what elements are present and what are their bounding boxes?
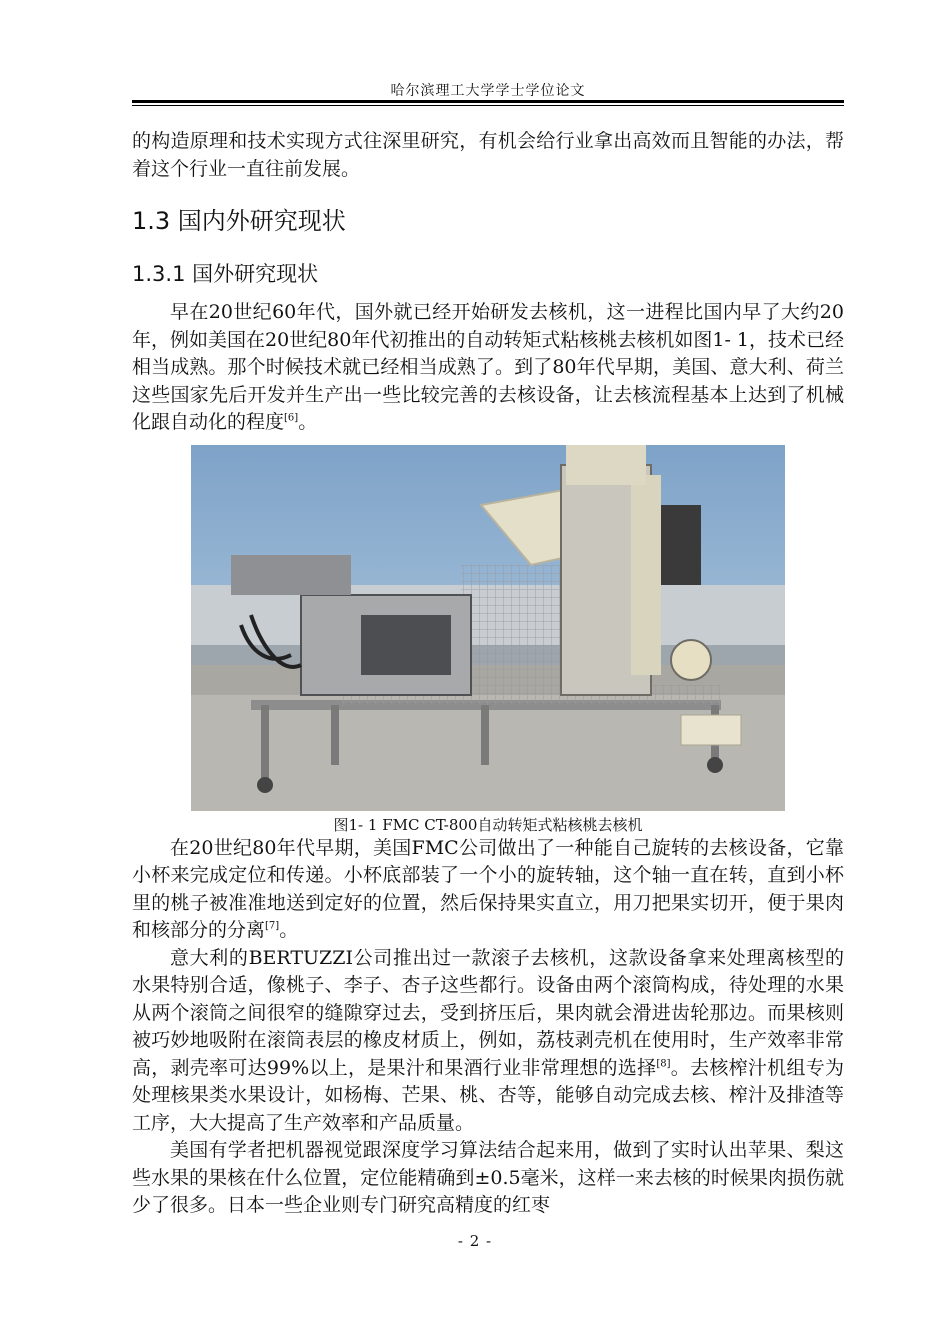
paragraph-3-text: 意大利的BERTUZZI公司推出过一款滚子去核机，这款设备拿来处理离核型的水果特别合适，像桃子、李子、杏子这些都行。设备由两个滚筒构成，待处理的水果从两个滚筒之间很窄的缝隙穿过去，受到挤压后，果肉就会滑进齿轮那边。而果核则被巧妙地吸附在滚筒表层的橡皮材质上，例如，荔枝剥壳机在使用时，生产效率非常高，剥壳率可达99%以上，是果汁和果酒行业非常理想的选择 [132, 946, 844, 1079]
period: 。 [298, 411, 318, 433]
machine-leg [481, 705, 489, 765]
page-body [132, 128, 844, 1220]
drive-gear [671, 640, 711, 680]
side-panel [661, 505, 701, 585]
section-heading-1-3: 1.3 国内外研究现状 [132, 207, 346, 235]
infeed-chute [231, 555, 351, 595]
pitting-head-dark [361, 615, 451, 675]
figure-fmc-ct800-machine [191, 445, 785, 811]
top-housing [566, 445, 646, 485]
machine-wheel [707, 757, 723, 773]
paragraph-4: 美国有学者把机器视觉跟深度学习算法结合起来用，做到了实时认出苹果、梨这些水果的果核在什么位置，定位能精确到±0.5毫米，这样一来去核的时候果肉损伤就少了很多。日本一些企业则专门研究高精度的红枣 [132, 1139, 844, 1216]
period: 。 [279, 919, 299, 941]
machine-leg [331, 705, 339, 765]
paragraph-2 [132, 835, 844, 945]
header-rule-thin [132, 105, 844, 106]
elevator-chain [631, 475, 661, 675]
citation-8[interactable]: [8] [656, 1058, 671, 1070]
paragraph-3 [132, 945, 844, 1138]
paragraph-continued: 的构造原理和技术实现方式往深里研究，有机会给行业拿出高效而且智能的办法，帮着这个行业一直往前发展。 [132, 130, 844, 180]
page-number: - 2 - [457, 1232, 493, 1250]
discharge-chute [681, 715, 741, 745]
page-header: 哈尔滨理工大学学士学位论文 [390, 83, 586, 99]
subsection-heading-1-3-1: 1.3.1 国外研究现状 [132, 262, 319, 286]
paragraph-2-text: 在20世纪80年代早期，美国FMC公司做出了一种能自己旋转的去核设备，它靠小杯来完成定位和传递。小杯底部装了一个小的旋转轴，这个轴一直在转，直到小杯里的桃子被准准地送到定好的位置，然后保持果实直立，用刀把果实切开，便于果肉和核部分的分离 [132, 836, 844, 941]
machine-leg [261, 705, 269, 785]
paragraph-1 [132, 299, 844, 437]
rear-cage [461, 565, 561, 685]
header-rule-thick [132, 100, 844, 103]
figure-caption: 图1- 1 FMC CT-800自动转矩式粘核桃去核机 [333, 815, 643, 834]
paragraph-3-tail: 。去核榨汁机组专为处理核果类水果设计，如杨梅、芒果、桃、杏等，能够自动完成去核、榨汁及排渣等工序，大大提高了生产效率和产品质量。 [132, 1056, 844, 1134]
citation-6[interactable]: [6] [284, 412, 299, 424]
citation-7[interactable]: [7] [265, 920, 280, 932]
paragraph-1-text: 早在20世纪60年代，国外就已经开始研发去核机，这一进程比国内早了大约20年，例如美国在20世纪80年代初推出的自动转矩式粘核桃去核机如图1- 1，技术已经相当成熟。那个时候技术就已经相当成熟了。到了80年代早期，美国、意大利、荷兰这些国家先后开发并生产出一些比较完善的去核设备，让去核流程基本上达到了机械化跟自动化的程度 [132, 301, 844, 433]
machine-wheel [257, 777, 273, 793]
